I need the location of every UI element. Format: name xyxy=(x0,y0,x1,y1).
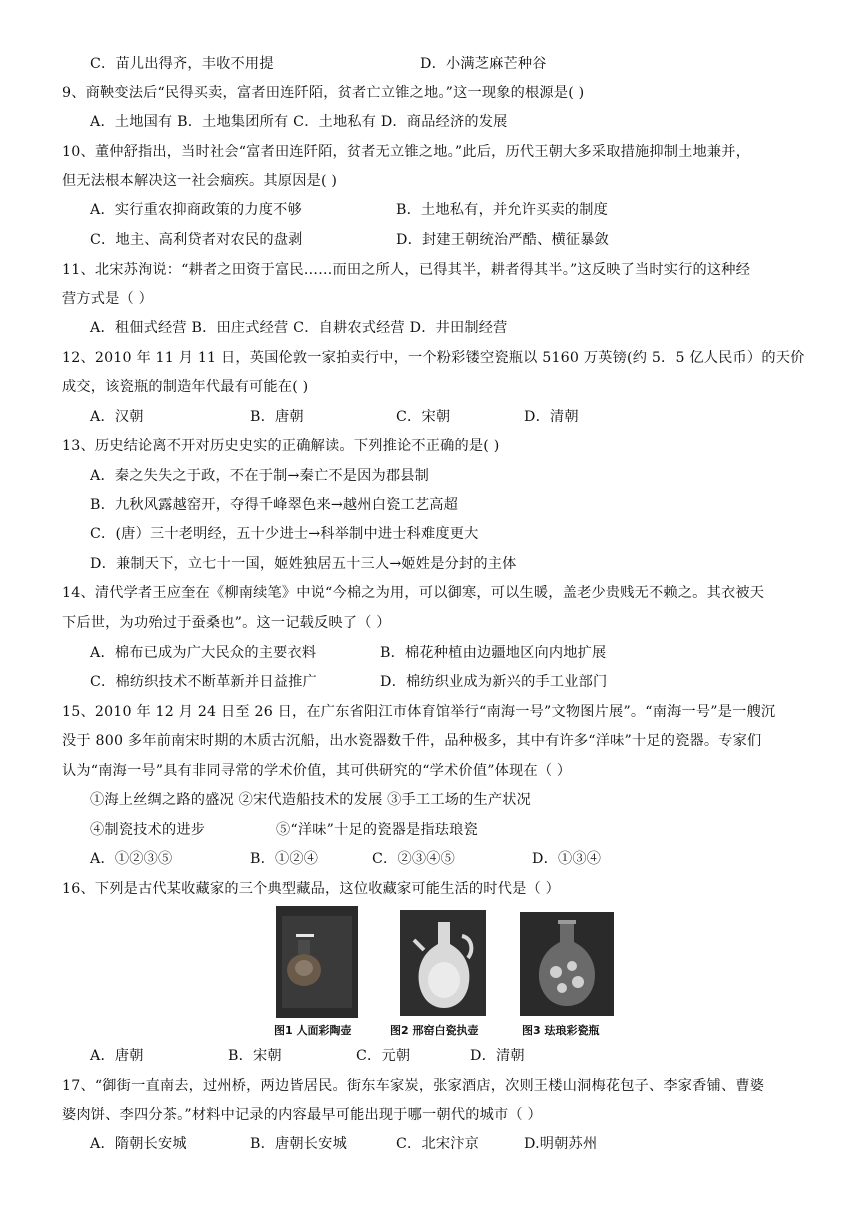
q13-option-c: C．(唐）三十老明经，五十少进士→科举制中进士科难度更大 xyxy=(90,526,479,542)
q12-option-a: A．汉朝 xyxy=(90,409,144,425)
question-11-line2: 营方式是（ ） xyxy=(62,291,154,307)
question-14-line1: 14、清代学者王应奎在《柳南续笔》中说“今棉之为用，可以御寒，可以生暖，盖老少贵贱无不赖之。其衣被天 xyxy=(62,585,765,601)
q17-option-c: C．北宋汴京 xyxy=(396,1136,479,1152)
q14-option-a: A．棉布已成为广大民众的主要衣料 xyxy=(90,645,317,661)
question-17-line2: 婆肉饼、李四分茶。”材料中记录的内容最早可能出现于哪一朝代的城市（ ） xyxy=(62,1107,542,1123)
q8-option-c: C．苗儿出得齐，丰收不用提 xyxy=(90,56,274,72)
question-14-line2: 下后世，为功殆过于蚕桑也”。这一记载反映了（ ） xyxy=(62,615,391,631)
figure-3-caption: 图3 珐琅彩瓷瓶 xyxy=(522,1024,600,1037)
q12-option-b: B．唐朝 xyxy=(250,409,304,425)
q15-statement-4: ④制瓷技术的进步 xyxy=(90,822,206,838)
question-11-line1: 11、北宋苏洵说：“耕者之田资于富民……而田之所人，已得其半，耕者得其半。”这反映了当时实行的这种经 xyxy=(62,262,751,278)
q15-option-a: A．①②③⑤ xyxy=(90,851,173,867)
q16-option-b: B．宋朝 xyxy=(228,1048,282,1064)
figure-1-caption: 图1 人面彩陶壶 xyxy=(274,1024,352,1037)
question-9: 9、商鞅变法后“民得买卖，富者田连阡陌，贫者亡立锥之地。”这一现象的根源是( ) xyxy=(62,85,585,101)
q14-option-c: C．棉纺织技术不断革新并日益推广 xyxy=(90,674,317,690)
q12-option-c: C．宋朝 xyxy=(396,409,451,425)
q16-option-c: C．元朝 xyxy=(356,1048,411,1064)
q8-option-d: D．小满芝麻芒种谷 xyxy=(420,56,547,72)
question-15-line2: 没于 800 多年前南宋时期的木质古沉船，出水瓷器数千件，品种极多，其中有许多“洋味”十足的瓷器。专家们 xyxy=(62,733,762,749)
q12-option-d: D．清朝 xyxy=(524,409,579,425)
q10-option-c: C．地主、高利贷者对农民的盘剥 xyxy=(90,232,303,248)
question-10-line1: 10、董仲舒指出，当时社会“富者田连阡陌，贫者无立锥之地。”此后，历代王朝大多采取措施抑制土地兼并， xyxy=(62,144,751,160)
q11-options: A．租佃式经营 B．田庄式经营 C．自耕农式经营 D．井田制经营 xyxy=(90,320,508,336)
question-16: 16、下列是古代某收藏家的三个典型藏品，这位收藏家可能生活的时代是（ ） xyxy=(62,881,560,897)
q9-options: A．土地国有 B．土地集团所有 C．土地私有 D．商品经济的发展 xyxy=(90,114,508,130)
q17-option-b: B．唐朝长安城 xyxy=(250,1136,347,1152)
question-10-line2: 但无法根本解决这一社会痼疾。其原因是( ) xyxy=(62,173,338,189)
q10-option-d: D．封建王朝统治严酷、横征暴敛 xyxy=(396,232,610,248)
question-15-line3: 认为“南海一号”具有非同寻常的学术价值，其可供研究的“学术价值”体现在（ ） xyxy=(62,763,572,779)
q16-option-d: D．清朝 xyxy=(470,1048,525,1064)
painted-pottery-pot-image xyxy=(276,906,358,1018)
q15-option-c: C．②③④⑤ xyxy=(372,851,455,867)
question-12-line1: 12、2010 年 11 月 11 日，英国伦敦一家拍卖行中，一个粉彩镂空瓷瓶以 5160 万英镑(约 5．5 亿人民币）的天价 xyxy=(62,350,805,366)
question-15-line1: 15、2010 年 12 月 24 日至 26 日，在广东省阳江市体育馆举行“南海一号”文物图片展”。“南海一号”是一艘沉 xyxy=(62,704,776,720)
q17-option-d: D.明朝苏州 xyxy=(524,1136,598,1152)
white-porcelain-ewer-image xyxy=(400,910,486,1016)
question-13: 13、历史结论离不开对历史史实的正确解读。下列推论不正确的是( ) xyxy=(62,438,500,454)
q10-option-b: B．土地私有，并允许买卖的制度 xyxy=(396,202,609,218)
q13-option-b: B．九秋风露越窑开，夺得千峰翠色来→越州白瓷工艺高超 xyxy=(90,497,459,513)
q14-option-b: B．棉花种植由边疆地区向内地扩展 xyxy=(380,645,607,661)
q15-option-d: D．①③④ xyxy=(532,851,602,867)
q13-option-d: D．兼制天下，立七十一国，姬姓独居五十三人→姬姓是分封的主体 xyxy=(90,556,517,572)
question-12-line2: 成交，该瓷瓶的制造年代最有可能在( ) xyxy=(62,379,309,395)
q17-option-a: A．隋朝长安城 xyxy=(90,1136,187,1152)
q15-statement-5: ⑤“洋味”十足的瓷器是指珐琅瓷 xyxy=(276,822,478,838)
figure-2-caption: 图2 邢窑白瓷执壶 xyxy=(390,1024,479,1037)
q15-statements-1: ①海上丝绸之路的盛况 ②宋代造船技术的发展 ③手工工场的生产状况 xyxy=(90,792,532,808)
question-17-line1: 17、“御街一直南去，过州桥，两边皆居民。街东车家炭，张家酒店，次则王楼山洞梅花包子、李家香铺、曹婆 xyxy=(62,1078,765,1094)
q14-option-d: D．棉纺织业成为新兴的手工业部门 xyxy=(380,674,608,690)
q10-option-a: A．实行重农抑商政策的力度不够 xyxy=(90,202,302,218)
enamel-porcelain-vase-image xyxy=(520,912,614,1016)
q15-option-b: B．①②④ xyxy=(250,851,319,867)
q13-option-a: A．秦之失失之于政，不在于制→秦亡不是因为郡县制 xyxy=(90,468,430,484)
q16-option-a: A．唐朝 xyxy=(90,1048,144,1064)
